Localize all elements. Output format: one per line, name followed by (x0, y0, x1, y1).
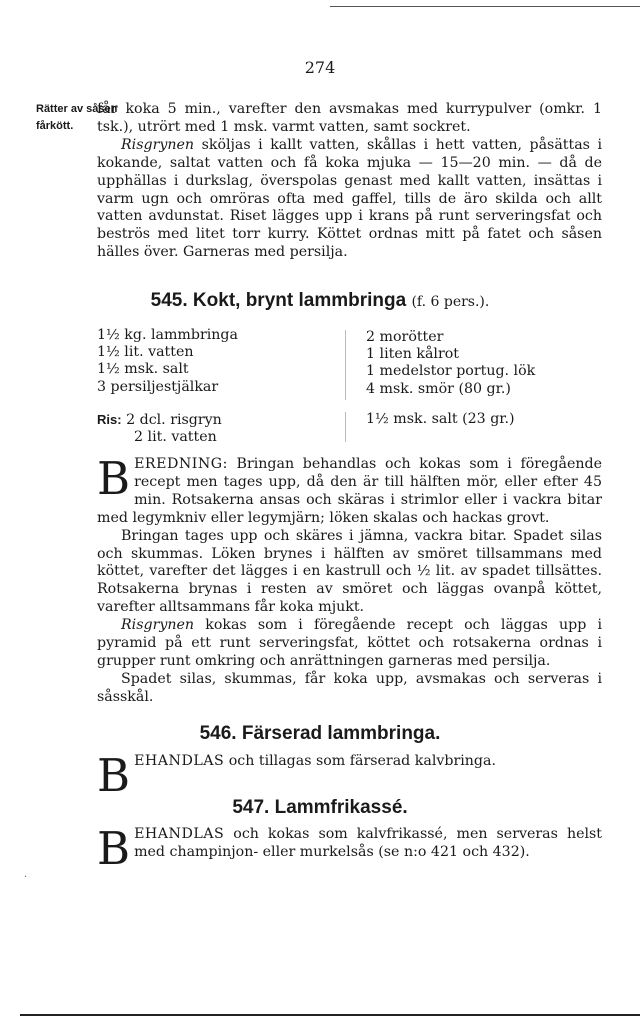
method-paragraph: Risgrynen kokas som i föregående recept och läggas upp i pyramid på ett runt serveringsfat, köttet och rotsakerna ordnas i grupper runt omkring och anrättningen garneras med persilja. (97, 617, 602, 669)
rice-ingredients-right (366, 411, 515, 428)
top-rule (330, 6, 640, 7)
rice-ingredient-item: 1½ msk. salt (23 gr.) (366, 411, 515, 427)
recipe-545-number: 545. (150, 290, 188, 311)
recipe-547-heading: 547. Lammfrikassé. (232, 797, 408, 818)
drop-cap: B (97, 749, 131, 802)
recipe-545-portion: (f. 6 pers.). (411, 294, 490, 310)
method-paragraph: Bringan tages upp och skäres i jämna, vackra bitar. Spadet silas och skummas. Löken brynes i hälften av smöret tillsammans med köttet, varefter det lägges i en kastrull och ½ lit. av spadet tillsättes. Rotsakerna brynas i resten av smöret och läggas ovanpå köttet, varefter alltsammans får koka mjukt. (97, 527, 602, 616)
drop-cap: B (97, 822, 131, 875)
lead-caps: EREDNING: (134, 456, 228, 472)
bottom-rule (20, 1014, 640, 1016)
margin-note-line-1: Rätter av såsen (36, 103, 118, 115)
rice-ingredients-left (97, 411, 222, 446)
ingredients-left (97, 327, 238, 396)
page-speck: · (24, 872, 28, 883)
recipe-545-title: Kokt, brynt lammbringa (192, 290, 407, 311)
sauce-paragraph: får koka 5 min., varefter den avsmakas med kurrypulver (omkr. 1 tsk.), utrört med 1 msk. varmt vatten, samt sockret. (97, 101, 602, 135)
ingredient-item: 1 medelstor portug. lök (366, 363, 536, 380)
rice-text: sköljas i kallt vatten, skållas i hett vatten, påsättas i kokande, saltat vatten och få koka mjuka — 15—20 min. — då de upphällas i durkslag, överspolas genast med kallt vatten, insättas i varm ugn och omröras ofta med gaffel, tills de äro skilda och allt vatten avdunstat. Riset lägges upp i krans på runt serveringsfat och beströs med litet torr kurry. Köttet ordnas mitt på fatet och såsen hälles över. Garneras med persilja. (97, 136, 602, 261)
lead-caps: EHANDLAS (134, 753, 225, 769)
recipe-547-method (97, 822, 602, 875)
method-paragraph: BEHANDLAS och tillagas som färserad kalvbringa. (97, 749, 496, 802)
ingredient-item: 1½ msk. salt (97, 361, 189, 378)
drop-cap: B (97, 452, 131, 505)
recipe-545-method (97, 452, 602, 707)
margin-note-line-2: fårkött. (36, 120, 74, 132)
lead-caps: EHANDLAS (134, 826, 225, 842)
column-divider (345, 412, 346, 442)
method-paragraph: BEHANDLAS och kokas som kalvfrikassé, men serveras helst med champinjon- eller murkelsås (se n:o 421 och 432). (97, 822, 602, 875)
rice-paragraph (97, 137, 602, 262)
recipe-545-heading (0, 290, 640, 312)
ingredient-item: 1½ lit. vatten (97, 344, 194, 361)
rice-lead: Risgrynen (121, 617, 195, 634)
method-paragraph: BEREDNING: Bringan behandlas och kokas som i föregående recept men tages upp, då den är till hälften mör, eller efter 45 min. Rotsakerna ansas och skäras i strimlor eller i vackra bitar med legymkniv eller legymjärn; löken skalas och hackas grovt. (97, 452, 602, 526)
rice-ingredient-item: 2 lit. vatten (134, 429, 217, 446)
ris-label: Ris: (97, 412, 122, 427)
recipe-546-heading: 546. Färserad lammbringa. (199, 723, 441, 744)
ingredients-right (366, 329, 535, 398)
ingredient-item: 1½ kg. lammbringa (97, 327, 238, 343)
ingredient-item: 4 msk. smör (80 gr.) (366, 380, 511, 397)
recipe-544-continuation (97, 101, 602, 262)
page-number: 274 (304, 58, 336, 77)
method-paragraph: Spadet silas, skummas, får koka upp, avsmakas och serveras i såsskål. (97, 670, 602, 705)
column-divider (345, 330, 346, 400)
rice-ingredient-item: Ris: 2 dcl. risgryn (97, 412, 222, 428)
ingredient-item: 2 morötter (366, 329, 444, 345)
recipe-546-method (97, 749, 602, 802)
rice-lead: Risgrynen (121, 136, 195, 153)
ingredient-item: 3 persiljestjälkar (97, 378, 219, 395)
ingredient-item: 1 liten kålrot (366, 346, 459, 363)
